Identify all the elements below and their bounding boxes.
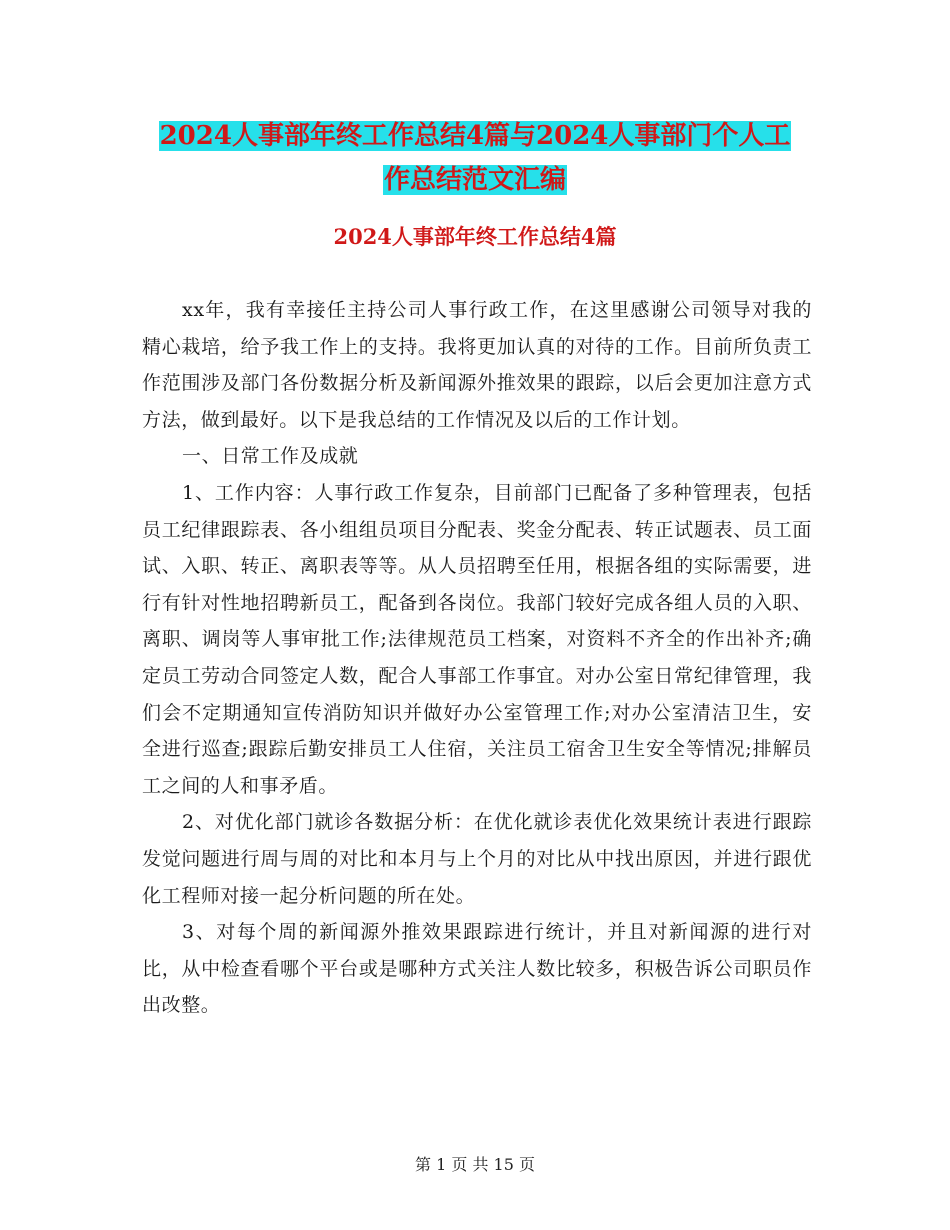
paragraph-item-3: 3、对每个周的新闻源外推效果跟踪进行统计，并且对新闻源的进行对比，从中检查看哪个平台或是哪种方式关注人数比较多，积极告诉公司职员作出改整。: [142, 921, 812, 1017]
paragraph-heading-daily-work: 一、日常工作及成就: [182, 445, 359, 468]
document-title-line2: 作总结范文汇编: [383, 165, 566, 195]
document-title: [140, 114, 810, 202]
paragraph-item-1: 1、工作内容：人事行政工作复杂，目前部门已配备了多种管理表，包括员工纪律跟踪表、各小组组员项目分配表、奖金分配表、转正试题表、员工面试、入职、转正、离职表等等。从人员招聘至任用，根据各组的实际需要，进行有针对性地招聘新员工，配备到各岗位。我部门较好完成各组人员的入职、离职、调岗等人事审批工作;法律规范员工档案，对资料不齐全的作出补齐;确定员工劳动合同签定人数，配合人事部工作事宜。对办公室日常纪律管理，我们会不定期通知宣传消防知识并做好办公室管理工作;对办公室清洁卫生，安全进行巡查;跟踪后勤安排员工人住宿，关注员工宿舍卫生安全等情况;排解员工之间的人和事矛盾。: [142, 481, 812, 797]
document-title-line1: 2024人事部年终工作总结4篇与2024人事部门个人工: [159, 121, 791, 151]
section-title: 2024人事部年终工作总结4篇: [333, 224, 617, 249]
paragraph-intro: xx年，我有幸接任主持公司人事行政工作，在这里感谢公司领导对我的精心栽培，给予我工作上的支持。我将更加认真的对待的工作。目前所负责工作范围涉及部门各份数据分析及新闻源外推效果的跟踪，以后会更加注意方式方法，做到最好。以下是我总结的工作情况及以后的工作计划。: [142, 299, 812, 431]
paragraph-item-2: 2、对优化部门就诊各数据分析：在优化就诊表优化效果统计表进行跟踪发觉问题进行周与周的对比和本月与上个月的对比从中找出原因，并进行跟优化工程师对接一起分析问题的所在处。: [142, 811, 812, 907]
document-body: [142, 292, 812, 1024]
page-footer: 第 1 页 共 15 页: [415, 1155, 535, 1174]
